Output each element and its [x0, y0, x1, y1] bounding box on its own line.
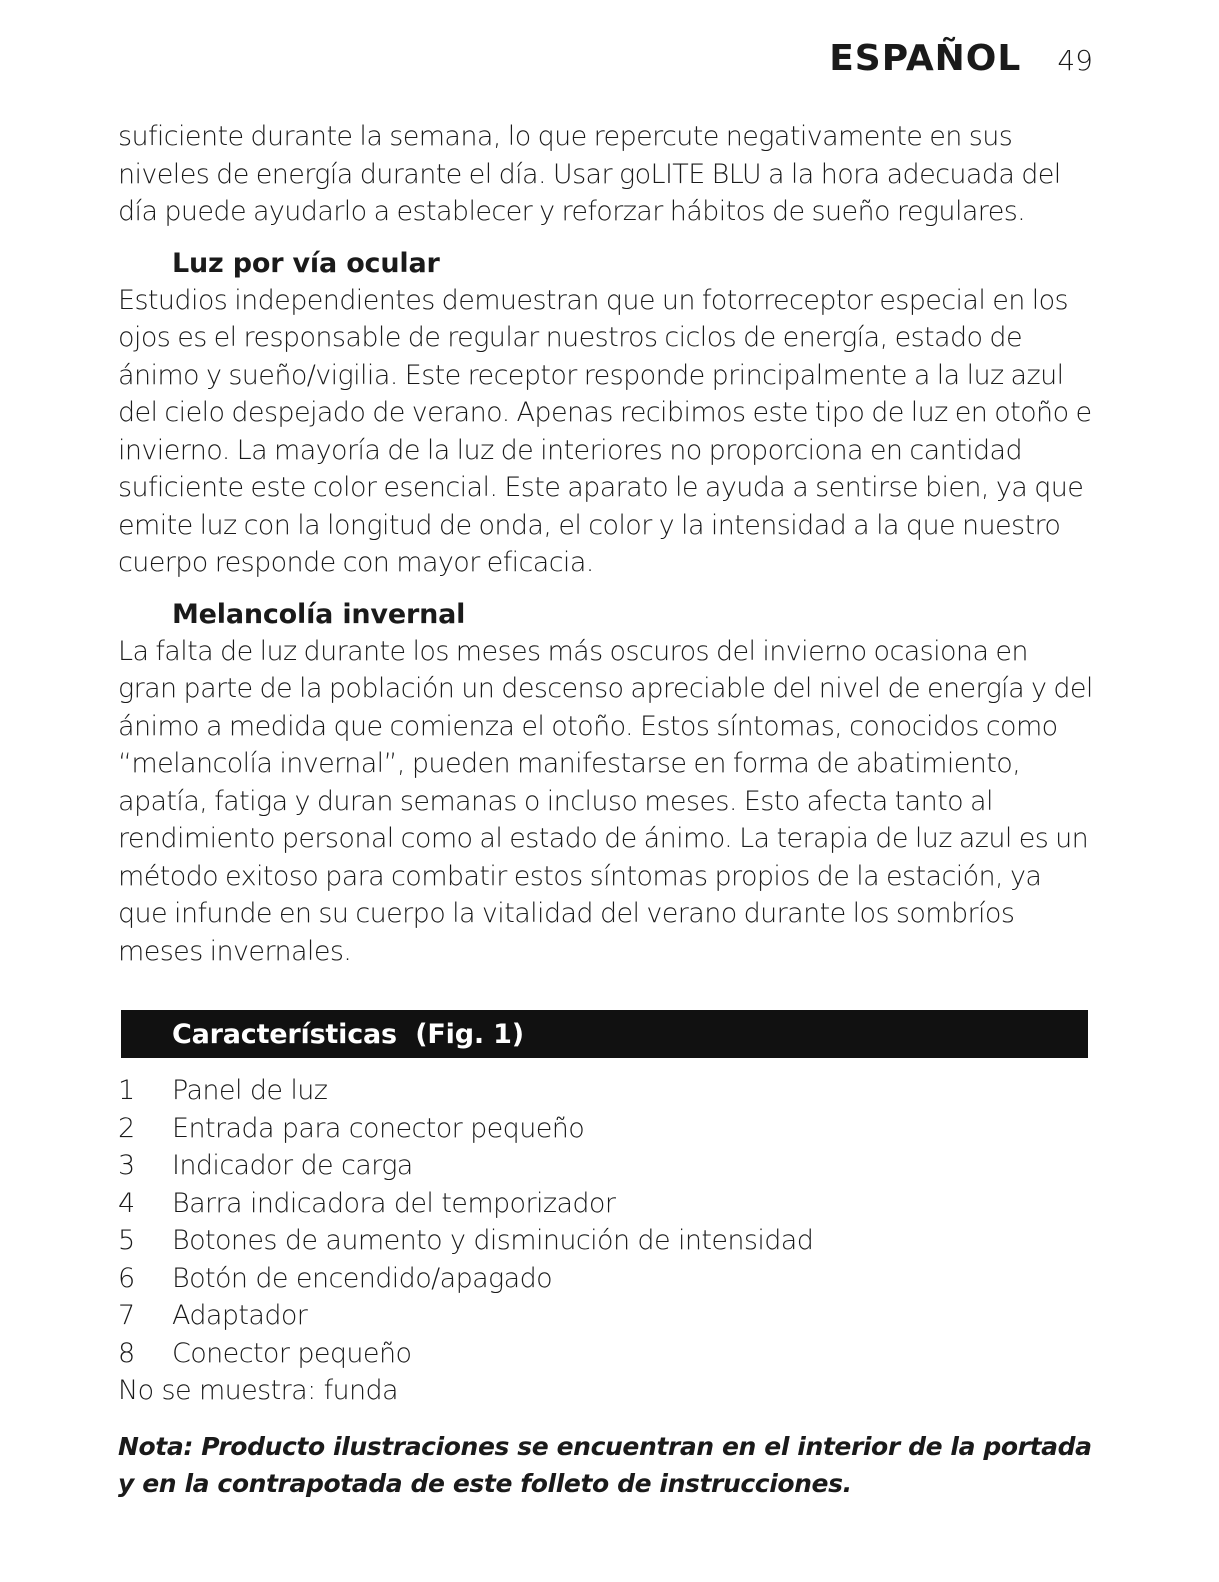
section-body-eye-light: Estudios independientes demuestran que un fotorreceptor especial en los ojos es el responsable de regular nuestros ciclos de energía, estado de ánimo y sueño/vigilia. Este receptor responde principalmente a la luz azul del cielo despejado de verano. Apenas recibimos este tipo de luz en otoño e invierno. La mayoría de la luz de interiores no proporciona en cantidad suficiente este color esencial. Este aparato le ayuda a sentirse bien, ya que emite luz con la longitud de onda, el color y la intensidad a la que nuestro cuerpo responde con mayor eficacia.: [118, 284, 1092, 578]
features-list: [118, 1072, 1093, 1372]
note-text: Nota: Producto ilustraciones se encuentran en el interior de la portada y en la contrapotada de este folleto de instrucciones.: [118, 1432, 1092, 1498]
list-item: [118, 1335, 1093, 1373]
item-number: 6: [118, 1262, 135, 1294]
language-title: ESPAÑOL: [829, 38, 1022, 79]
section-title-winter-blues: Melancolía invernal: [172, 598, 466, 630]
item-number: 8: [118, 1337, 135, 1369]
intro-paragraph: suficiente durante la semana, lo que repercute negativamente en sus niveles de energía durante el día. Usar goLITE BLU a la hora adecuada del día puede ayudarlo a establecer y reforzar hábitos de sueño regulares.: [118, 121, 1061, 227]
page-number: 49: [1057, 44, 1093, 77]
list-item: [118, 1260, 1093, 1298]
item-label: Indicador de carga: [172, 1150, 413, 1181]
item-label: Conector pequeño: [172, 1337, 412, 1369]
section-body-winter-blues: La falta de luz durante los meses más oscuros del invierno ocasiona en gran parte de la población un descenso apreciable del nivel de energía y del ánimo a medida que comienza el otoño. Estos síntomas, conocidos como “melancolía invernal”, pueden manifestarse en forma de abatimiento, apatía, fatiga y duran semanas o incluso meses. Esto afecta tanto al rendimiento personal como al estado de ánimo. La terapia de luz azul es un método exitoso para combatir estos síntomas propios de la estación, ya que infunde en su cuerpo la vitalidad del verano durante los sombríos meses invernales.: [118, 635, 1093, 967]
page-header: [829, 38, 1093, 79]
item-label: Botón de encendido/apagado: [172, 1262, 553, 1294]
list-item: [118, 1147, 1093, 1185]
list-item: [118, 1185, 1093, 1223]
main-content: [118, 118, 1093, 970]
item-number: 3: [118, 1150, 135, 1181]
item-label: Barra indicadora del temporizador: [172, 1187, 616, 1219]
list-item: [118, 1072, 1093, 1110]
item-label: Panel de luz: [172, 1075, 328, 1106]
section-title-eye-light: Luz por vía ocular: [172, 247, 440, 279]
item-label: Entrada para conector pequeño: [172, 1112, 585, 1144]
list-item: [118, 1110, 1093, 1148]
item-number: 4: [118, 1187, 135, 1219]
list-item: [118, 1222, 1093, 1260]
features-section-bar: [121, 1010, 1088, 1058]
item-number: 2: [118, 1112, 135, 1144]
item-number: 5: [118, 1225, 135, 1256]
not-shown-text: No se muestra: funda: [118, 1375, 398, 1406]
item-label: Botones de aumento y disminución de intensidad: [172, 1225, 814, 1256]
list-item: [118, 1297, 1093, 1335]
item-label: Adaptador: [172, 1300, 308, 1331]
item-number: 1: [118, 1075, 135, 1106]
item-number: 7: [118, 1300, 135, 1331]
features-title: Características (Fig. 1): [172, 1018, 524, 1050]
